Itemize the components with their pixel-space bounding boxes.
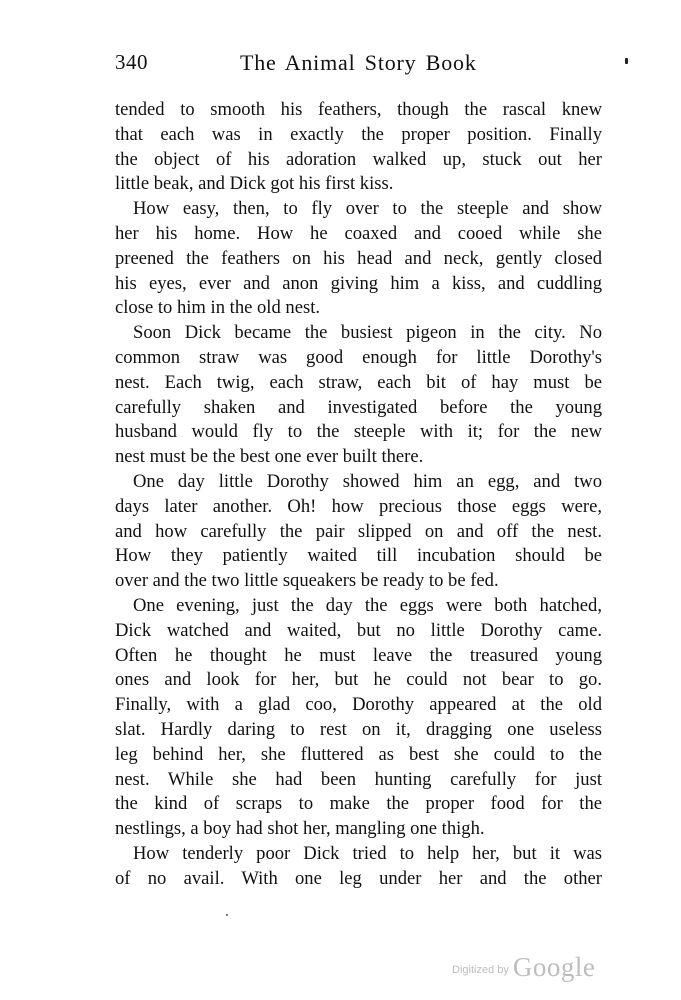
text-line: One evening, just the day the eggs were both hatched, <box>133 594 602 616</box>
text-line: husband would fly to the steeple with it; for the new <box>115 421 602 443</box>
page-number: 340 <box>115 50 148 74</box>
running-header <box>115 50 602 82</box>
text-line: preened the feathers on his head and neck, gently closed <box>115 247 602 269</box>
text-line: One day little Dorothy showed him an egg, and two <box>133 470 602 492</box>
scan-speck <box>226 914 228 916</box>
text-line: nestlings, a boy had shot her, mangling one thigh. <box>115 818 485 840</box>
text-line: of no avail. With one leg under her and the other <box>115 867 602 889</box>
text-line: days later another. Oh! how precious those eggs were, <box>115 495 602 517</box>
text-line: tended to smooth his feathers, though the rascal knew <box>115 99 602 120</box>
text-line: Dick watched and waited, but no little Dorothy came. <box>115 619 602 641</box>
text-line: and how carefully the pair slipped on and off the nest. <box>115 520 602 542</box>
digitized-watermark <box>452 952 595 983</box>
paragraph-3 <box>115 321 602 470</box>
text-line: Finally, with a glad coo, Dorothy appeared at the old <box>115 694 602 716</box>
text-line: close to him in the old nest. <box>115 297 321 319</box>
running-title: The Animal Story Book <box>240 50 477 75</box>
text-line: over and the two little squeakers be ready to be fed. <box>115 570 499 592</box>
text-line: the object of his adoration walked up, stuck out her <box>115 148 602 170</box>
paragraph-6 <box>115 842 602 892</box>
text-line: nest must be the best one ever built there. <box>115 446 424 468</box>
text-line: leg behind her, she fluttered as best she could to the <box>115 743 602 765</box>
watermark-prefix: Digitized by <box>452 964 509 976</box>
text-line: How tenderly poor Dick tried to help her, but it was <box>133 842 602 864</box>
text-line: slat. Hardly daring to rest on it, dragging one useless <box>115 718 602 740</box>
watermark-brand-logo: Google <box>512 952 596 982</box>
text-line: Soon Dick became the busiest pigeon in the city. No <box>133 322 602 344</box>
paragraph-4 <box>115 470 602 594</box>
text-line: Often he thought he must leave the treasured young <box>115 644 602 666</box>
paragraph-1 <box>115 98 602 197</box>
text-line: nest. Each twig, each straw, each bit of hay must be <box>115 371 602 393</box>
text-line: common straw was good enough for little Dorothy's <box>115 346 602 368</box>
body-text <box>115 98 602 892</box>
text-line: How easy, then, to fly over to the steeple and show <box>133 198 602 220</box>
text-line: little beak, and Dick got his first kiss. <box>115 173 394 195</box>
text-line: nest. While she had been hunting carefully for just <box>115 768 602 790</box>
ink-speck <box>625 58 628 64</box>
paragraph-2 <box>115 197 602 321</box>
text-line: How they patiently waited till incubation should be <box>115 545 602 567</box>
text-line: carefully shaken and investigated before the young <box>115 396 602 418</box>
paragraph-5 <box>115 594 602 842</box>
text-line: that each was in exactly the proper position. Finally <box>115 123 602 145</box>
text-line: the kind of scraps to make the proper food for the <box>115 793 602 815</box>
text-line: his eyes, ever and anon giving him a kiss, and cuddling <box>115 272 602 294</box>
text-line: her his home. How he coaxed and cooed while she <box>115 222 602 244</box>
text-line: ones and look for her, but he could not bear to go. <box>115 669 602 691</box>
